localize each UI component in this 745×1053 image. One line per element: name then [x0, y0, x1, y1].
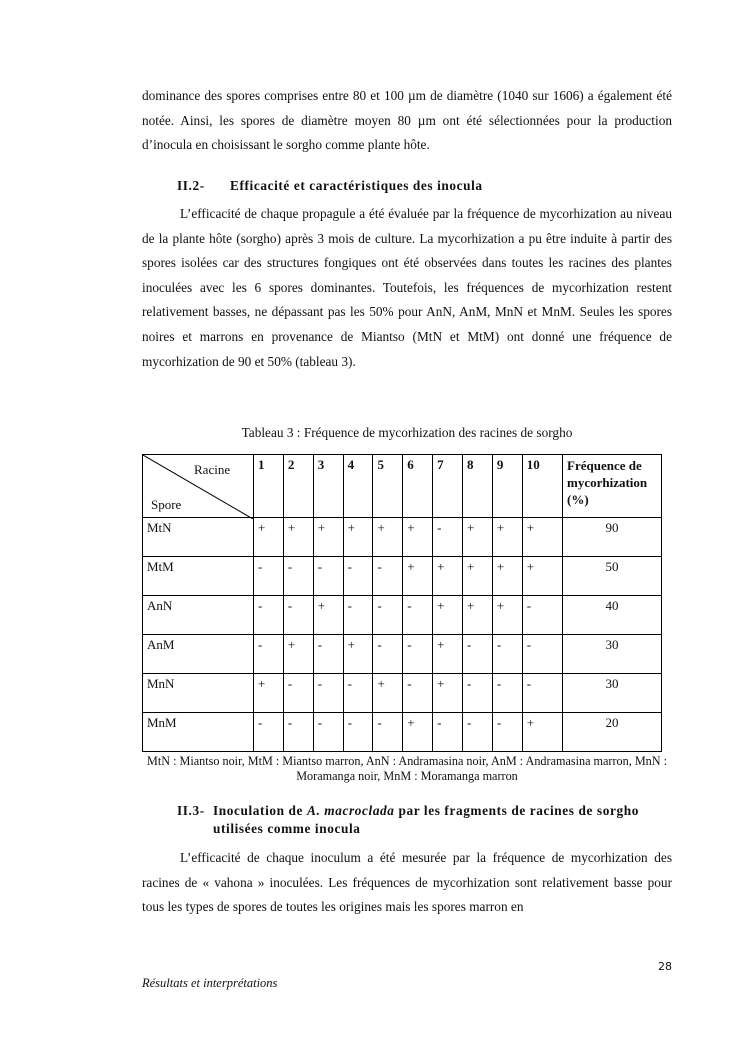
- freq-cell: 50: [563, 557, 662, 596]
- value-cell: -: [373, 713, 403, 752]
- value-cell: +: [403, 713, 433, 752]
- col-header: 7: [433, 455, 463, 518]
- col-header: 8: [463, 455, 493, 518]
- value-cell: -: [313, 635, 343, 674]
- col-header: 1: [254, 455, 284, 518]
- value-cell: +: [433, 635, 463, 674]
- table-row: [143, 557, 662, 596]
- value-cell: +: [283, 518, 313, 557]
- value-cell: +: [403, 518, 433, 557]
- value-cell: -: [522, 674, 562, 713]
- value-cell: +: [463, 518, 493, 557]
- value-cell: -: [522, 635, 562, 674]
- freq-cell: 20: [563, 713, 662, 752]
- value-cell: -: [433, 518, 463, 557]
- value-cell: -: [492, 674, 522, 713]
- value-cell: -: [463, 713, 493, 752]
- spore-cell: MtN: [143, 518, 254, 557]
- value-cell: +: [433, 557, 463, 596]
- value-cell: -: [403, 596, 433, 635]
- section-2-number: II.2-: [177, 178, 205, 193]
- value-cell: +: [254, 518, 284, 557]
- col-header: 6: [403, 455, 433, 518]
- value-cell: +: [463, 557, 493, 596]
- table-row: [143, 713, 662, 752]
- value-cell: +: [522, 557, 562, 596]
- value-cell: -: [254, 557, 284, 596]
- table-row: [143, 674, 662, 713]
- page-number: 28: [658, 960, 672, 973]
- spore-cell: AnM: [143, 635, 254, 674]
- value-cell: -: [283, 674, 313, 713]
- table-header-row: [143, 455, 662, 518]
- table-row: [143, 518, 662, 557]
- value-cell: -: [403, 674, 433, 713]
- section-3-title-pre: Inoculation de: [213, 803, 307, 818]
- value-cell: -: [343, 674, 373, 713]
- value-cell: +: [433, 674, 463, 713]
- spore-cell: MnM: [143, 713, 254, 752]
- spore-cell: MtM: [143, 557, 254, 596]
- value-cell: -: [343, 713, 373, 752]
- value-cell: -: [254, 713, 284, 752]
- value-cell: +: [373, 518, 403, 557]
- table-row: [143, 635, 662, 674]
- value-cell: -: [492, 635, 522, 674]
- freq-cell: 90: [563, 518, 662, 557]
- section-3-title-species: A. macroclada: [306, 803, 395, 818]
- value-cell: +: [313, 518, 343, 557]
- table-row: [143, 596, 662, 635]
- mycorhization-table: [142, 454, 662, 752]
- value-cell: -: [313, 713, 343, 752]
- spore-cell: MnN: [143, 674, 254, 713]
- value-cell: -: [313, 674, 343, 713]
- section-3-heading: [177, 802, 657, 838]
- value-cell: -: [403, 635, 433, 674]
- value-cell: -: [522, 596, 562, 635]
- value-cell: -: [373, 596, 403, 635]
- table-caption: Tableau 3 : Fréquence de mycorhization des racines de sorgho: [241, 425, 573, 440]
- value-cell: +: [463, 596, 493, 635]
- value-cell: -: [254, 596, 284, 635]
- value-cell: +: [492, 518, 522, 557]
- value-cell: +: [313, 596, 343, 635]
- section-2-title: Efficacité et caractéristiques des inocula: [230, 178, 483, 193]
- spore-cell: AnN: [143, 596, 254, 635]
- value-cell: -: [373, 557, 403, 596]
- value-cell: +: [283, 635, 313, 674]
- value-cell: +: [492, 596, 522, 635]
- section-3-paragraph: L’efficacité de chaque inoculum a été mesurée par la fréquence de mycorhization des racines de « vahona » inoculées. Les fréquences de mycorhization sont relativement basse pour tous les types de spores de toutes les origines mais les spores marron en: [142, 850, 672, 915]
- value-cell: +: [433, 596, 463, 635]
- freq-cell: 40: [563, 596, 662, 635]
- section-3-title-post: par les fragments de racines de sorgho utilisées comme inocula: [213, 803, 639, 836]
- value-cell: -: [283, 713, 313, 752]
- freq-header: Fréquence de mycorhization (%): [563, 455, 662, 518]
- corner-label-racine: Racine: [194, 462, 231, 477]
- value-cell: -: [373, 635, 403, 674]
- col-header: 3: [313, 455, 343, 518]
- value-cell: -: [283, 596, 313, 635]
- section-3-number: II.3-: [177, 803, 205, 818]
- col-header: 4: [343, 455, 373, 518]
- value-cell: -: [313, 557, 343, 596]
- section-2-paragraph: L’efficacité de chaque propagule a été évaluée par la fréquence de mycorhization au niveau de la plante hôte (sorgho) après 3 mois de culture. La mycorhization a pu être induite à partir des spores isolées car des structures fongiques ont été observées dans toutes les racines des plantes inoculées avec les 6 spores dominantes. Toutefois, les fréquences de mycorhization restent relativement basses, ne dépassant pas les 50% pour AnN, AnM, MnN et MnM. Seules les spores noires et marrons en provenance de Miantso (MtN et MtM) ont donné une fréquence de mycorhization de 90 et 50% (tableau 3).: [142, 206, 672, 369]
- value-cell: +: [343, 518, 373, 557]
- value-cell: +: [343, 635, 373, 674]
- value-cell: +: [254, 674, 284, 713]
- col-header: 10: [522, 455, 562, 518]
- freq-cell: 30: [563, 635, 662, 674]
- freq-cell: 30: [563, 674, 662, 713]
- value-cell: -: [343, 557, 373, 596]
- value-cell: -: [433, 713, 463, 752]
- value-cell: +: [403, 557, 433, 596]
- intro-paragraph: dominance des spores comprises entre 80 et 100 µm de diamètre (1040 sur 1606) a également été notée. Ainsi, les spores de diamètre moyen 80 µm ont été sélectionnées pour la production d’inocula en choisissant le sorgho comme plante hôte.: [142, 88, 672, 153]
- table-corner-cell: [143, 455, 254, 518]
- table-note: MtN : Miantso noir, MtM : Miantso marron, AnN : Andramasina noir, AnM : Andramasina marron, MnN : Moramanga noir, MnM : Moramanga marron: [147, 754, 667, 783]
- value-cell: -: [254, 635, 284, 674]
- col-header: 2: [283, 455, 313, 518]
- value-cell: -: [492, 713, 522, 752]
- col-header: 5: [373, 455, 403, 518]
- value-cell: -: [343, 596, 373, 635]
- value-cell: -: [463, 674, 493, 713]
- value-cell: +: [522, 713, 562, 752]
- value-cell: +: [492, 557, 522, 596]
- footer-title: Résultats et interprétations: [142, 976, 278, 990]
- value-cell: +: [522, 518, 562, 557]
- corner-label-spore: Spore: [151, 497, 182, 512]
- col-header: 9: [492, 455, 522, 518]
- value-cell: -: [283, 557, 313, 596]
- value-cell: +: [373, 674, 403, 713]
- value-cell: -: [463, 635, 493, 674]
- section-2-heading: [177, 178, 483, 194]
